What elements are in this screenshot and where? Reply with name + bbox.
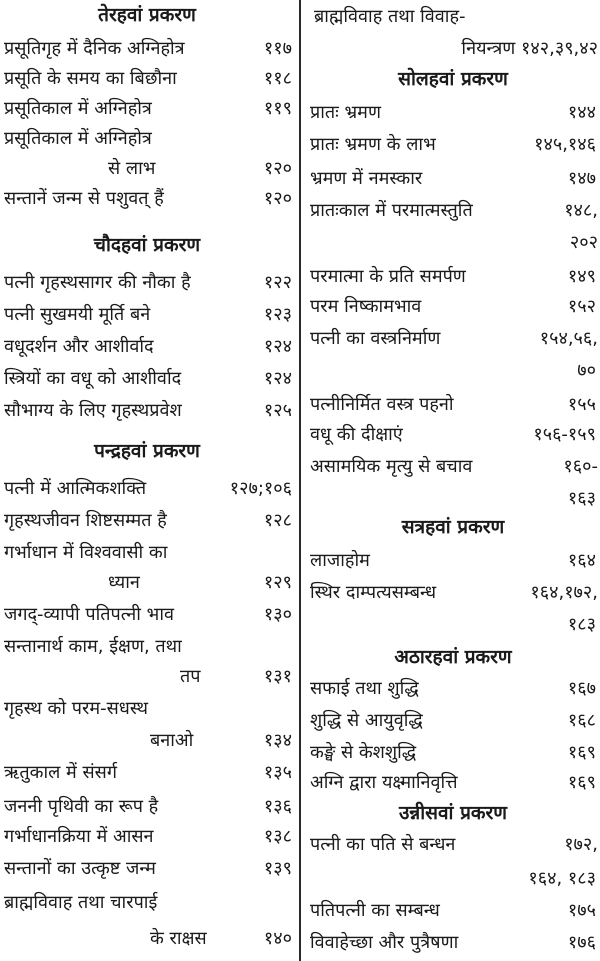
index-entry bbox=[108, 568, 292, 598]
index-entry-line: सन्तानार्थ काम, ईक्षण, तथा bbox=[4, 636, 182, 657]
index-entry bbox=[4, 94, 292, 124]
index-entry bbox=[108, 154, 292, 184]
entry-page: १२७;१०६ bbox=[229, 478, 292, 499]
section-heading-16: सोलहवां प्रकरण bbox=[398, 68, 508, 90]
entry-page: १५४,५६, bbox=[539, 328, 598, 349]
entry-page: १२२ bbox=[263, 272, 292, 293]
entry-title: सन्तानें जन्म से पशुवत् हैं bbox=[4, 188, 164, 209]
index-entry bbox=[4, 600, 292, 630]
index-entry-continuation: १८३ bbox=[567, 614, 596, 635]
entry-page: १६४,१७२, bbox=[530, 582, 598, 603]
section-heading-19: उन्नीसवां प्रकरण bbox=[398, 802, 508, 824]
entry-title: गृहस्थजीवन शिष्टसम्मत है bbox=[4, 510, 167, 531]
index-entry bbox=[4, 758, 292, 788]
entry-page: १६०- bbox=[563, 456, 598, 477]
entry-title: प्रातःकाल में परमात्मस्तुति bbox=[310, 200, 473, 221]
entry-page: ११८ bbox=[263, 68, 292, 89]
index-entry bbox=[4, 396, 292, 426]
entry-title: जननी पृथिवी का रूप है bbox=[4, 796, 159, 817]
index-entry bbox=[150, 726, 292, 756]
index-entry bbox=[150, 924, 292, 954]
entry-page: १५५ bbox=[567, 394, 596, 415]
entry-title: पतिपत्नी का सम्बन्ध bbox=[310, 900, 440, 921]
index-entry bbox=[4, 268, 292, 298]
entry-title: पत्नी सुखमयी मूर्ति बने bbox=[4, 304, 151, 325]
entry-title: गर्भाधानक्रिया में आसन bbox=[4, 826, 154, 847]
section-heading-18: अठारहवां प्रकरण bbox=[394, 646, 512, 668]
index-entry bbox=[4, 364, 292, 394]
index-entry bbox=[4, 300, 292, 330]
entry-page: १७२, bbox=[564, 834, 598, 855]
index-entry bbox=[4, 506, 292, 536]
entry-page: ११७ bbox=[263, 38, 292, 59]
index-entry bbox=[310, 292, 596, 322]
entry-title: अग्नि द्वारा यक्ष्मानिवृत्ति bbox=[310, 772, 458, 793]
index-entry bbox=[310, 452, 598, 482]
entry-title: से लाभ bbox=[108, 158, 156, 179]
entry-title: पत्नी का पति से बन्धन bbox=[310, 834, 456, 855]
entry-title: शुद्धि से आयुवृद्धि bbox=[310, 710, 423, 731]
index-entry-continuation: १६३ bbox=[567, 488, 596, 509]
index-entry bbox=[180, 662, 292, 692]
index-entry bbox=[310, 130, 596, 160]
entry-page: १४० bbox=[263, 928, 292, 949]
entry-title: भ्रमण में नमस्कार bbox=[310, 168, 423, 189]
entry-title: सफाई तथा शुद्धि bbox=[310, 678, 419, 699]
entry-title: वधू की दीक्षाएं bbox=[310, 424, 403, 445]
entry-title: परम निष्कामभाव bbox=[310, 296, 422, 317]
entry-title: प्रातः भ्रमण bbox=[310, 102, 381, 123]
index-entry-continuation: ७० bbox=[577, 360, 596, 381]
entry-title: कङ्घे से केशशुद्धि bbox=[310, 742, 417, 763]
index-entry bbox=[310, 768, 596, 798]
entry-title: स्त्रियों का वधू को आशीर्वाद bbox=[4, 368, 182, 389]
entry-title: सौभाग्य के लिए गृहस्थप्रवेश bbox=[4, 400, 182, 421]
index-entry bbox=[310, 324, 598, 354]
index-entry bbox=[310, 390, 596, 420]
index-entry bbox=[310, 546, 596, 576]
entry-page: १३५ bbox=[263, 762, 292, 783]
index-entry-line: ब्राह्मविवाह तथा चारपाई bbox=[4, 892, 158, 913]
entry-page: १२० bbox=[263, 188, 292, 209]
entry-title: बनाओ bbox=[150, 730, 194, 751]
entry-page: १३६ bbox=[263, 796, 292, 817]
index-entry bbox=[4, 64, 292, 94]
entry-title: स्थिर दाम्पत्यसम्बन्ध bbox=[310, 582, 437, 603]
entry-page: १५६-१५९ bbox=[533, 424, 596, 445]
entry-page: १२३ bbox=[263, 304, 292, 325]
entry-page: ११९ bbox=[263, 98, 292, 119]
entry-title: प्रातः भ्रमण के लाभ bbox=[310, 134, 436, 155]
entry-title: परमात्मा के प्रति समर्पण bbox=[310, 266, 466, 287]
entry-title: तप bbox=[180, 666, 201, 687]
index-entry bbox=[310, 896, 596, 926]
entry-page: १२४ bbox=[263, 368, 292, 389]
entry-page: १२५ bbox=[263, 400, 292, 421]
index-entry-continuation: नियन्त्रण १४२,३९,४२ bbox=[461, 38, 598, 59]
entry-title: पत्नी गृहस्थसागर की नौका है bbox=[4, 272, 191, 293]
column-divider bbox=[299, 0, 301, 961]
index-entry bbox=[4, 474, 292, 504]
entry-page: १४९ bbox=[567, 266, 596, 287]
entry-title: ध्यान bbox=[108, 572, 140, 593]
entry-title: ऋतुकाल में संसर्ग bbox=[4, 762, 117, 783]
entry-title: पत्नी का वस्त्रनिर्माण bbox=[310, 328, 441, 349]
index-entry-continuation: १६४, १८३ bbox=[528, 868, 596, 889]
entry-title: सन्तानों का उत्कृष्ट जन्म bbox=[4, 858, 156, 879]
entry-title: वधूदर्शन और आशीर्वाद bbox=[4, 336, 154, 357]
entry-title: प्रसूति के समय का बिछौना bbox=[4, 68, 177, 89]
section-heading-15: पन्द्रहवां प्रकरण bbox=[94, 440, 200, 462]
entry-title: जगद्-व्यापी पतिपत्नी भाव bbox=[4, 604, 175, 625]
index-entry bbox=[310, 738, 596, 768]
index-entry bbox=[310, 830, 598, 860]
index-entry bbox=[4, 34, 292, 64]
section-heading-14: चौदहवां प्रकरण bbox=[93, 234, 201, 256]
entry-page: १६८ bbox=[567, 710, 596, 731]
index-entry bbox=[4, 854, 292, 884]
index-entry bbox=[4, 184, 292, 214]
entry-page: १४७ bbox=[567, 168, 596, 189]
entry-title: असामयिक मृत्यु से बचाव bbox=[310, 456, 473, 477]
index-entry bbox=[310, 98, 596, 128]
index-entry bbox=[310, 420, 596, 450]
entry-page: १४८, bbox=[564, 200, 598, 221]
entry-title: प्रसूतिगृह में दैनिक अग्निहोत्र bbox=[4, 38, 185, 59]
entry-page: १३९ bbox=[263, 858, 292, 879]
entry-page: १३० bbox=[263, 604, 292, 625]
entry-page: १६९ bbox=[567, 742, 596, 763]
index-entry-line: गृहस्थ को परम-सधस्थ bbox=[4, 698, 148, 719]
entry-title: प्रसूतिकाल में अग्निहोत्र bbox=[4, 98, 152, 119]
entry-title: लाजाहोम bbox=[310, 550, 370, 571]
index-entry bbox=[4, 822, 292, 852]
entry-title: पत्नीनिर्मित वस्त्र पहनो bbox=[310, 394, 454, 415]
index-entry bbox=[4, 332, 292, 362]
entry-page: १२४ bbox=[263, 336, 292, 357]
index-entry-line: ब्राह्मविवाह तथा विवाह- bbox=[314, 6, 466, 27]
index-entry bbox=[310, 578, 598, 608]
entry-page: १३४ bbox=[263, 730, 292, 751]
entry-page: १३१ bbox=[263, 666, 292, 687]
entry-title: पत्नी में आत्मिकशक्ति bbox=[4, 478, 147, 499]
section-heading-17: सत्रहवां प्रकरण bbox=[401, 516, 505, 538]
entry-title: के राक्षस bbox=[150, 928, 207, 949]
entry-page: १३८ bbox=[263, 826, 292, 847]
entry-page: १४५,१४६ bbox=[534, 134, 596, 155]
entry-page: १२८ bbox=[263, 510, 292, 531]
index-entry bbox=[310, 262, 596, 292]
entry-title: विवाहेच्छा और पुत्रैषणा bbox=[310, 932, 459, 953]
entry-page: १५२ bbox=[567, 296, 596, 317]
entry-page: १७५ bbox=[567, 900, 596, 921]
index-entry bbox=[310, 164, 596, 194]
index-entry bbox=[310, 674, 596, 704]
index-entry-line: प्रसूतिकाल में अग्निहोत्र bbox=[4, 128, 152, 149]
entry-page: १२९ bbox=[263, 572, 292, 593]
entry-page: १४४ bbox=[567, 102, 596, 123]
entry-page: १६७ bbox=[567, 678, 596, 699]
entry-page: १६९ bbox=[567, 772, 596, 793]
index-entry bbox=[310, 928, 596, 958]
index-entry bbox=[310, 196, 598, 226]
index-entry-line: गर्भाधान में विश्ववासी का bbox=[4, 542, 168, 563]
entry-page: १२० bbox=[263, 158, 292, 179]
section-heading-13: तेरहवां प्रकरण bbox=[98, 4, 196, 26]
entry-page: १७६ bbox=[567, 932, 596, 953]
index-entry bbox=[310, 706, 596, 736]
index-entry bbox=[4, 792, 292, 822]
index-entry-continuation: २०२ bbox=[569, 232, 598, 253]
entry-page: १६४ bbox=[567, 550, 596, 571]
